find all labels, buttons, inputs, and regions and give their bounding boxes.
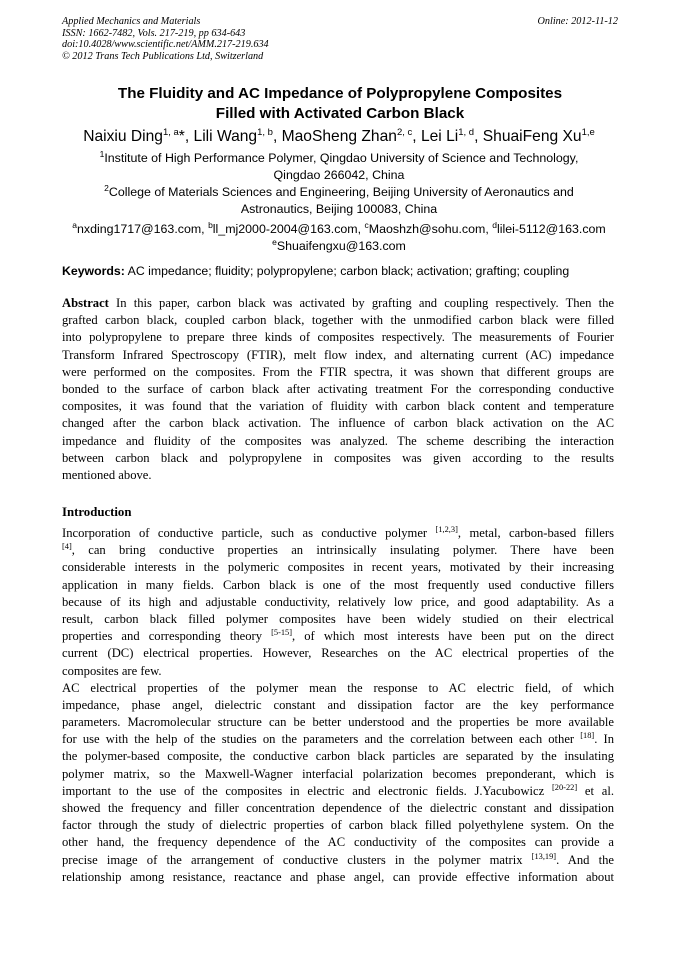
introduction-text: composites are few. (62, 663, 162, 678)
affiliation-line (50, 184, 628, 201)
introduction-body (62, 525, 614, 886)
abstract-line: mentioned above. (62, 467, 152, 482)
affiliation-line (50, 150, 628, 167)
introduction-text: current (DC) electrical properties. However, Researches on the AC electrical properties of the (62, 646, 614, 661)
abstract-line: into polypropylene to prepare three kinds of composites respectively. The measurements of Fourier (62, 330, 614, 345)
citation-reference[interactable]: [1,2,3] (435, 525, 458, 534)
introduction-text: Incorporation of conductive particle, such as conductive polymer (62, 526, 436, 540)
introduction-text: the polymer-based composite, the conductive carbon black particles are separated by the insulating (62, 749, 614, 764)
affiliation-line: Qingdao 266042, China (273, 168, 405, 182)
introduction-line (62, 783, 614, 800)
introduction-line (62, 680, 614, 697)
author-separator: , (474, 128, 483, 145)
author-affiliation-sup: 1, b (257, 127, 273, 138)
introduction-text: impedance, phase angel, dielectric constant and dissipation factor are the key performance (62, 697, 614, 712)
abstract-line: grafted carbon black, coupled carbon black, together with the unmodified carbon black were filled (62, 313, 614, 328)
introduction-line (62, 817, 614, 834)
abstract-line: between carbon black and polypropylene in composites was given according to the results (62, 450, 614, 465)
abstract-line: were performed on the composites. From the FTIR spectra, it was shown that different groups are (62, 364, 614, 379)
introduction-text: other hand, the frequency dependence of the AC conductivity of the composites can provide a (62, 835, 614, 850)
email-link[interactable]: ll_mj2000-2004@163.com, (212, 222, 365, 236)
author-emails (50, 221, 628, 255)
introduction-text: factor through the study of dielectric properties of carbon black filled polyethylene system. On the (62, 818, 614, 833)
section-heading-introduction: Introduction (62, 505, 132, 519)
author-name: ShuaiFeng Xu (482, 128, 582, 145)
citation-reference[interactable]: [20-22] (552, 782, 578, 792)
abstract (62, 295, 614, 484)
affiliation-text: Institute of High Performance Polymer, Qingdao University of Science and Technology, (104, 151, 579, 165)
author-name: Naixiu Ding (83, 128, 163, 145)
journal-header (62, 16, 618, 62)
abstract-line: Transform Infrared Spectroscopy (FTIR), melt flow index, and alternating current (AC) impedance (62, 347, 614, 362)
introduction-text: , metal, carbon-based fillers (457, 526, 614, 540)
author-separator: , (184, 128, 194, 145)
doi-line[interactable]: doi:10.4028/www.scientific.net/AMM.217-219.634 (62, 39, 269, 51)
author-list (40, 127, 638, 147)
introduction-text: precise image of the arrangement of conductive clusters in the polymer matrix (62, 852, 532, 867)
introduction-line (62, 731, 614, 748)
introduction-text: considerable interests in the polymeric composites in recent years, motivated by their increasing (62, 560, 614, 575)
introduction-line (62, 559, 614, 576)
citation-reference[interactable]: [4] (62, 542, 72, 552)
email-sup: b (208, 220, 213, 230)
online-date: Online: 2012-11-12 (537, 16, 618, 27)
email-link[interactable]: Maoshzh@sohu.com, (368, 222, 493, 236)
introduction-text: , can bring conductive properties an intrinsically insulating polymer. There have been (71, 543, 614, 558)
introduction-line (62, 766, 614, 783)
affiliation-line: Astronautics, Beijing 100083, China (240, 202, 438, 216)
email-link[interactable]: nxding1717@163.com, (76, 222, 209, 236)
introduction-line (62, 663, 614, 680)
introduction-text: important to the use of the composites in electric and electronic fields. J.Yacubowicz (62, 783, 553, 798)
introduction-text: et al. (577, 783, 615, 798)
keywords-text: AC impedance; fluidity; polypropylene; carbon black; activation; grafting; coupling (124, 264, 570, 278)
author-separator: , (272, 128, 282, 145)
introduction-line (62, 611, 614, 628)
corresponding-author-mark: * (178, 128, 185, 145)
affiliation-sup: 1 (99, 149, 105, 159)
introduction-line (62, 748, 614, 765)
email-line (50, 238, 628, 255)
affiliation-sup: 2 (104, 183, 109, 193)
introduction-line (62, 800, 614, 817)
abstract-line: impedance and fluidity of the composites was analyzed. The scheme describing the interaction (62, 433, 614, 448)
abstract-text: In this paper, carbon black was activated by grafting and coupling respectively. Then the (108, 296, 614, 310)
author-affiliation-sup: 2, c (396, 127, 413, 138)
citation-reference[interactable]: [13,19] (531, 851, 557, 861)
journal-name: Applied Mechanics and Materials (62, 16, 201, 27)
email-link[interactable]: Shuaifengxu@163.com (276, 239, 406, 253)
author-affiliation-sup: 1, d (458, 127, 475, 138)
abstract-line (62, 295, 614, 312)
introduction-text: showed the frequency and filler concentration dependence of the dielectric constant and dissipation (62, 801, 614, 815)
introduction-line (62, 594, 614, 611)
introduction-line (62, 834, 614, 851)
abstract-label: Abstract (62, 296, 109, 310)
author-separator: , (412, 128, 421, 145)
email-sup: c (364, 220, 369, 230)
citation-reference[interactable]: [18] (580, 731, 595, 741)
abstract-line: composites, it was found that the variation of fluidity with carbon black content and temperature (62, 399, 614, 414)
email-sup: a (72, 220, 77, 230)
author-name: Lei Li (420, 128, 459, 145)
author-name: Lili Wang (193, 128, 258, 145)
abstract-line: bonded to the surface of carbon black after activating treatment For the corresponding conductive (62, 381, 614, 396)
introduction-line (62, 577, 614, 594)
affiliation-text: College of Materials Sciences and Engineering, Beijing University of Aeronautics and (108, 185, 574, 199)
author-name: MaoSheng Zhan (281, 128, 397, 145)
email-sup: d (492, 220, 497, 230)
copyright-line: © 2012 Trans Tech Publications Ltd, Switzerland (62, 50, 264, 62)
citation-reference[interactable]: [5-15] (271, 628, 293, 638)
introduction-text: result, carbon black filled polymer composites have been widely studied on their electrical (62, 611, 614, 626)
introduction-text: application in many fields. Carbon black is one of the most frequently used conductive fillers (62, 577, 614, 592)
author-affiliation-sup: 1,e (581, 127, 595, 138)
email-link[interactable]: lilei-5112@163.com (496, 222, 606, 236)
introduction-text: polymer matrix, so the Maxwell-Wagner interfacial polarization becomes preponderant, which is (62, 766, 614, 781)
introduction-text: . And the (556, 852, 614, 867)
introduction-text: properties and corresponding theory (62, 629, 272, 644)
introduction-line (62, 714, 614, 731)
introduction-line (62, 852, 614, 869)
keywords-label: Keywords: (62, 264, 125, 278)
introduction-text: parameters. Macromolecular structure can be better understood and the properties be more available (62, 715, 614, 730)
introduction-text: because of its high and adjustable conductivity, relatively low price, and good adaptability. As a (62, 594, 614, 609)
keywords (62, 263, 618, 279)
author-affiliation-sup: 1, a (162, 127, 179, 138)
introduction-line (62, 645, 614, 662)
affiliation-1 (50, 150, 628, 184)
introduction-text: relationship among resistance, reactance and phase angel, can provide effective information about (62, 869, 614, 884)
issn-line: ISSN: 1662-7482, Vols. 217-219, pp 634-643 (62, 27, 246, 39)
introduction-line (62, 869, 614, 886)
introduction-line (62, 697, 614, 714)
introduction-line (62, 542, 614, 559)
introduction-text: , of which most interests have been put on the direct (292, 629, 614, 644)
email-sup: e (272, 237, 277, 247)
affiliation-2 (50, 184, 628, 218)
introduction-text: for use with the help of the studies on the parameters and the correlation between each other (62, 732, 581, 747)
abstract-line: changed after the carbon black activation. The influence of carbon black activation on the AC (62, 416, 614, 431)
email-line (50, 221, 628, 238)
title-line-2: Filled with Activated Carbon Black (215, 104, 465, 122)
introduction-line (62, 525, 614, 542)
paper-title (62, 84, 618, 123)
introduction-text: . In (594, 732, 614, 747)
title-line-1: The Fluidity and AC Impedance of Polypropylene Composites (117, 85, 563, 102)
introduction-line (62, 628, 614, 645)
introduction-text: AC electrical properties of the polymer mean the response to AC electric field, of which (62, 680, 614, 695)
